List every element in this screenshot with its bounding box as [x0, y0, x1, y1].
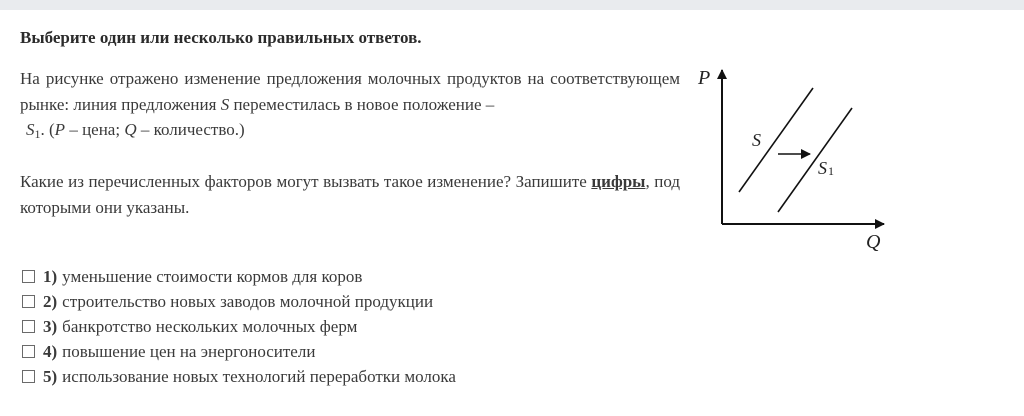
checkbox-4[interactable]	[22, 345, 35, 358]
option-number: 3)	[43, 316, 58, 336]
checkbox-1[interactable]	[22, 270, 35, 283]
checkbox-3[interactable]	[22, 320, 35, 333]
option-number: 4)	[43, 341, 58, 361]
supply-curve-s	[739, 88, 813, 192]
option-4[interactable]	[20, 339, 456, 364]
curve-s-label: S	[752, 130, 761, 150]
question-paragraph-2: Какие из перечисленных факторов могут вызвать такое изменение? Запишите цифры, под которыми они указаны.	[20, 172, 680, 217]
question-paragraph-1: На рисунке отражено изменение предложения молочных продуктов на соответствующем рынке: линия предложения S переместилась в новое положение – $S_1$. (P – цена; Q – количество.)	[20, 69, 680, 141]
option-text: строительство новых заводов молочной продукции	[62, 291, 434, 311]
option-1[interactable]	[20, 264, 456, 289]
checkbox-5[interactable]	[22, 370, 35, 383]
y-axis-label: P	[698, 67, 711, 89]
answer-options	[20, 264, 456, 389]
option-number: 2)	[43, 291, 58, 311]
x-axis-label: Q	[866, 231, 881, 253]
top-bar	[0, 0, 1024, 10]
option-5[interactable]	[20, 364, 456, 389]
supply-shift-graph	[692, 62, 892, 262]
option-number: 5)	[43, 366, 58, 386]
option-3[interactable]	[20, 314, 456, 339]
emphasis-digits: цифры	[591, 172, 646, 191]
option-text: использование новых технологий переработки молока	[62, 366, 456, 386]
option-number: 1)	[43, 266, 58, 286]
checkbox-2[interactable]	[22, 295, 35, 308]
instruction-heading: Выберите один или несколько правильных ответов.	[20, 28, 422, 47]
option-2[interactable]	[20, 289, 456, 314]
curve-s1-subscript: 1	[828, 164, 834, 178]
option-text: повышение цен на энергоносители	[62, 341, 316, 361]
option-text: банкротство нескольких молочных ферм	[62, 316, 358, 336]
curve-s1-label: S	[818, 158, 827, 178]
option-text: уменьшение стоимости кормов для коров	[62, 266, 363, 286]
supply-curve-s1	[778, 108, 852, 212]
